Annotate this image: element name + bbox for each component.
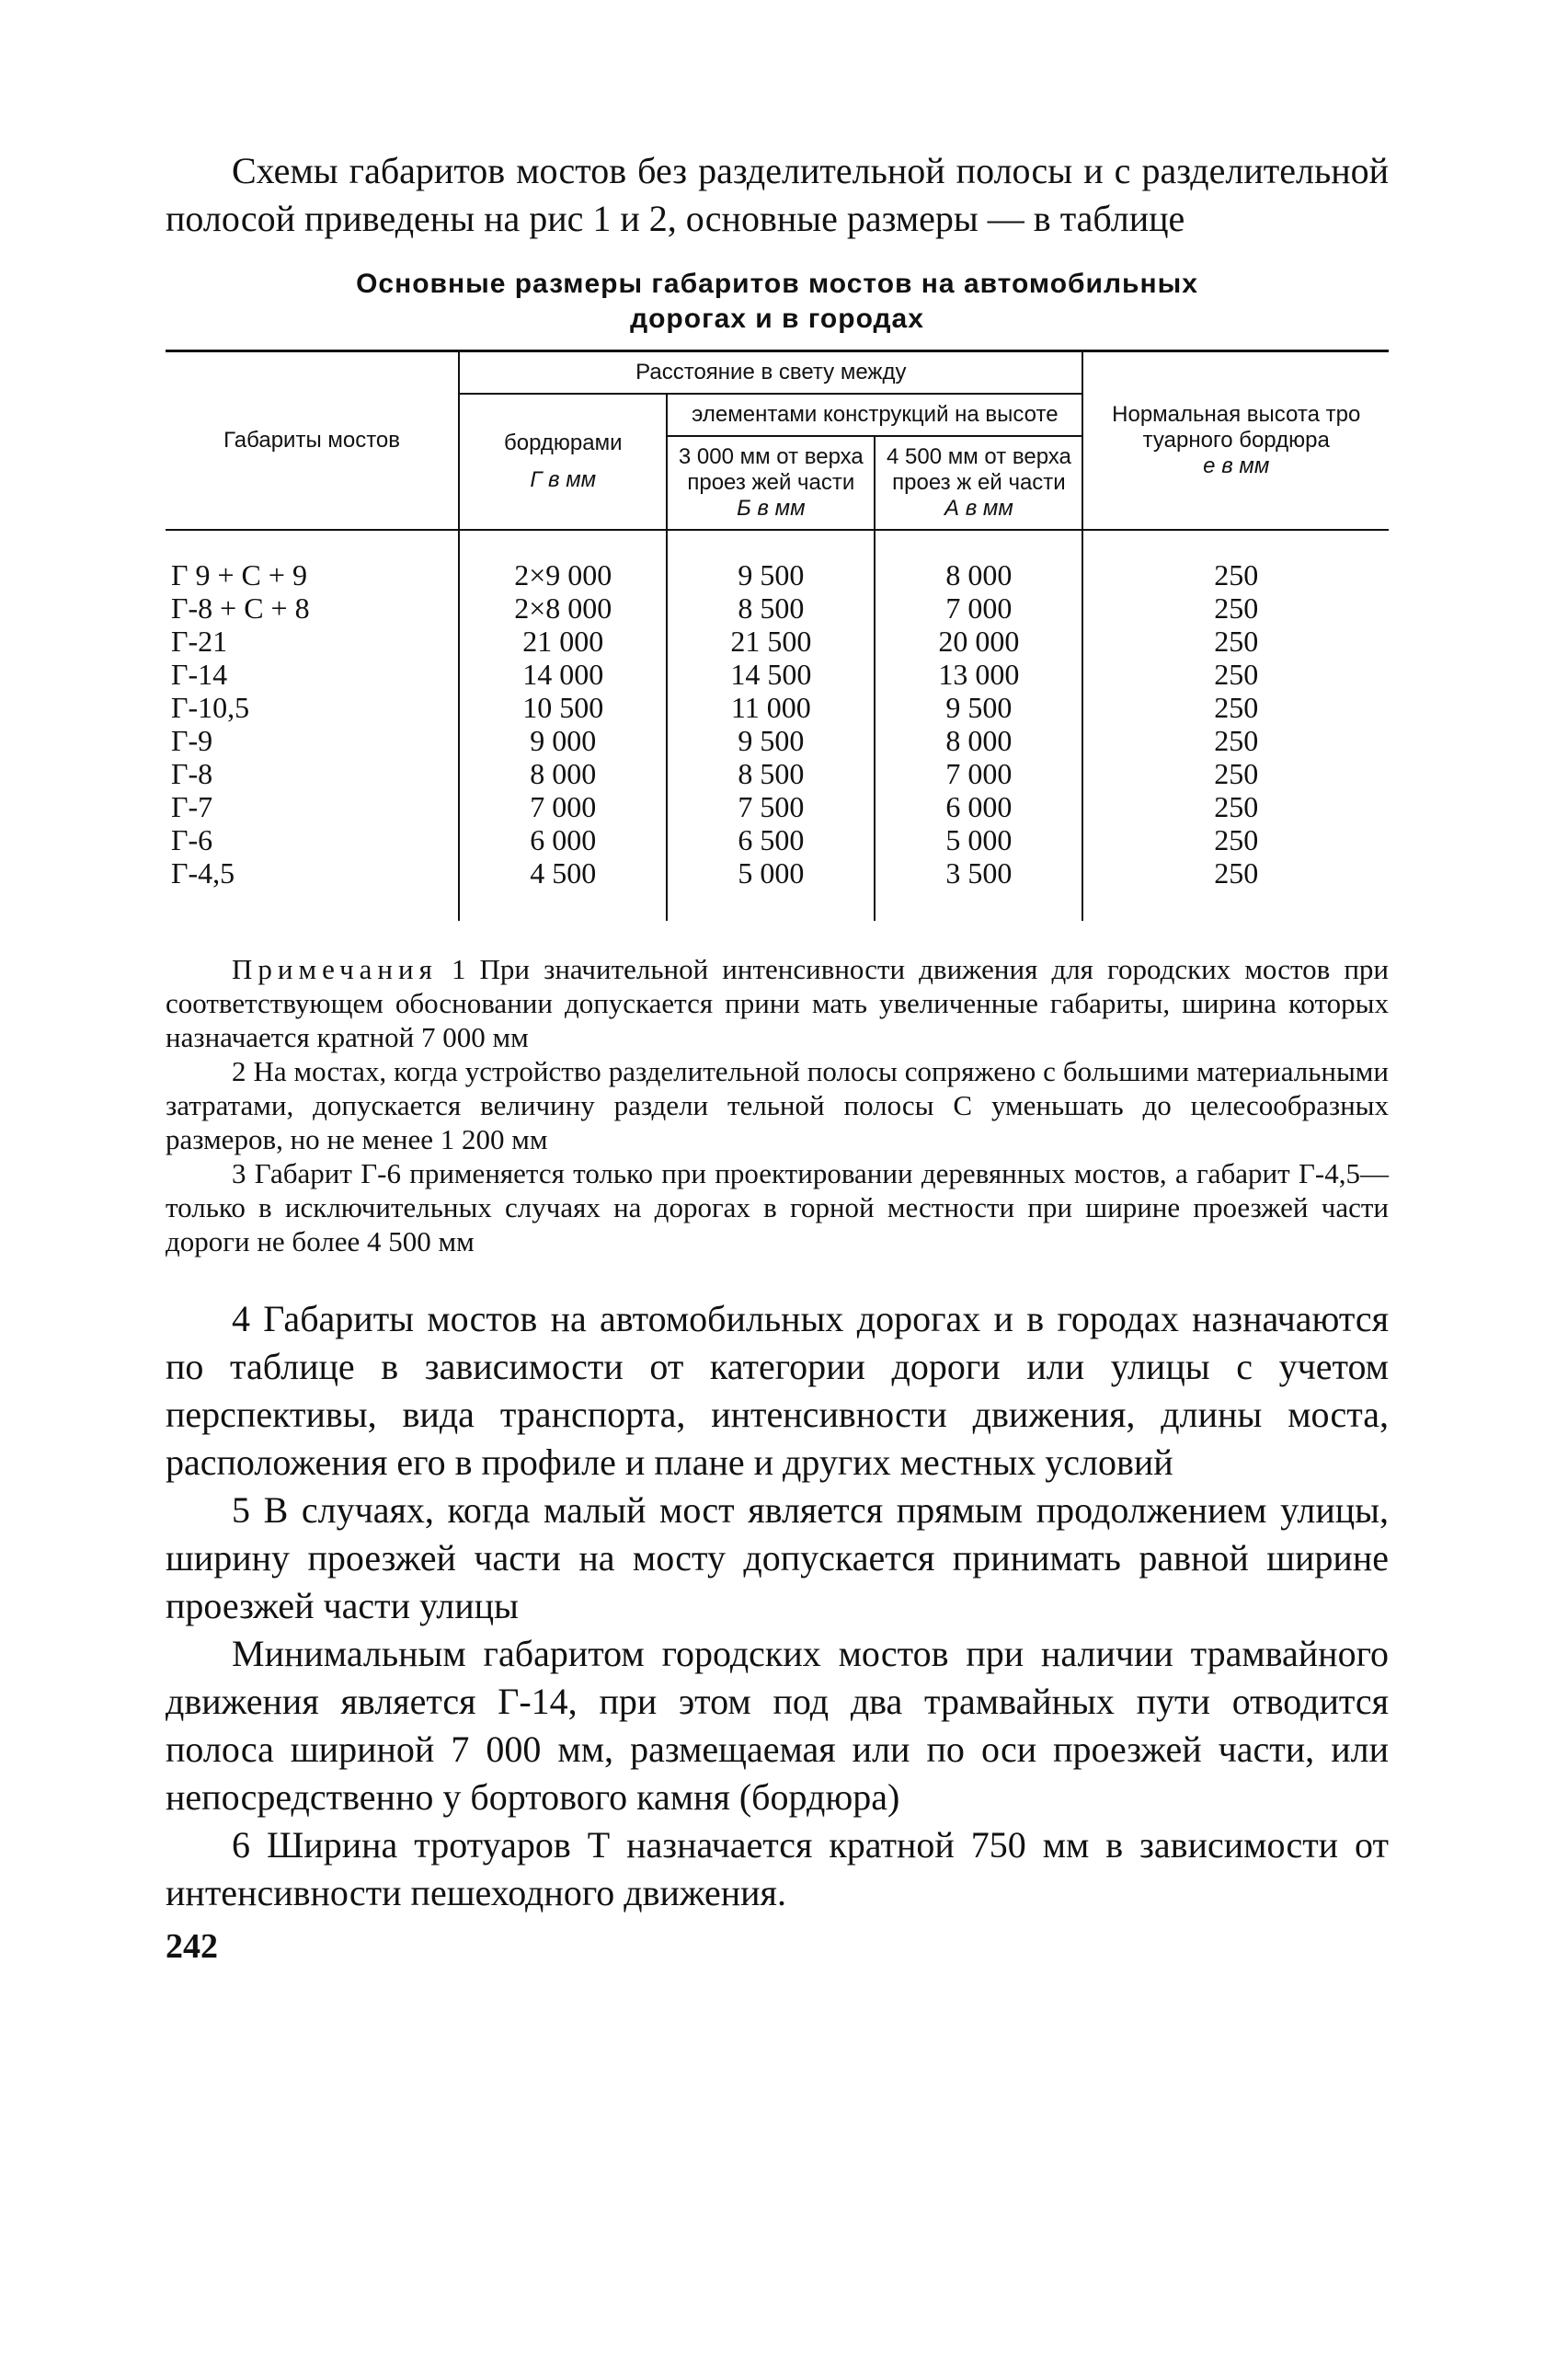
paragraph-6: 6 Ширина тротуаров Т назначается кратной 750 мм в зависимости от интенсивности пешеходного движения. bbox=[166, 1824, 1389, 1913]
table-cell: 21 500 bbox=[667, 625, 875, 658]
header-structure-elements: элементами конструкций на высоте bbox=[667, 394, 1082, 436]
table-cell: 9 500 bbox=[667, 530, 875, 591]
table-cell: 250 bbox=[1082, 530, 1389, 591]
table-cell: Г-21 bbox=[171, 625, 228, 658]
table-cell: 250 bbox=[1082, 724, 1389, 757]
table-cell: 8 000 bbox=[459, 757, 667, 790]
note-1-text: 1 При значительной интенсивности движения для городских мостов при соответствующем обосновании допускается прини мать увеличенные габариты, ширина которых назначается кратной 7 000 мм bbox=[166, 953, 1389, 1053]
table-cell: 21 000 bbox=[459, 625, 667, 658]
table-row bbox=[166, 658, 1389, 691]
table-cell: 250 bbox=[1082, 856, 1389, 921]
paragraph-4: 4 Габариты мостов на автомобильных дорогах и в городах назначаются по таблице в зависимости от категории дороги или улицы с учетом перспективы, вида транспорта, интенсивности движения, длины моста, расположения его в профиле и плане и других местных условий bbox=[166, 1298, 1389, 1483]
table-cell: 250 bbox=[1082, 823, 1389, 856]
table-cell: Г-8 bbox=[171, 757, 213, 790]
header-col-b-text: 3 000 мм от верха проез жей части bbox=[678, 444, 864, 495]
table-cell: 9 500 bbox=[875, 691, 1082, 724]
header-col-a-text: 4 500 мм от верха проез ж ей части bbox=[886, 444, 1071, 495]
header-col-b bbox=[667, 436, 875, 529]
table-row bbox=[166, 856, 1389, 921]
table-title-line-2: дорогах и в городах bbox=[630, 304, 924, 334]
table-cell: 250 bbox=[1082, 691, 1389, 724]
table-cell: Г 9 + С + 9 bbox=[171, 558, 307, 591]
table-cell: 250 bbox=[1082, 757, 1389, 790]
header-curb-height bbox=[1082, 351, 1389, 530]
table-cell: 6 500 bbox=[667, 823, 875, 856]
table-cell: 3 500 bbox=[875, 856, 1082, 921]
header-col-b-unit: Б в мм bbox=[737, 496, 806, 521]
table-cell: 250 bbox=[1082, 658, 1389, 691]
table-cell: 8 000 bbox=[875, 724, 1082, 757]
table-cell: Г-6 bbox=[171, 823, 213, 856]
table-cell: 2×8 000 bbox=[459, 591, 667, 625]
table-cell: 250 bbox=[1082, 790, 1389, 823]
intro-paragraph: Схемы габаритов мостов без разделительной полосы и с разделительной полосой приведены на рис 1 и 2, основные размеры — в таблице bbox=[166, 150, 1389, 239]
table-notes bbox=[166, 952, 1389, 1258]
document-page bbox=[166, 147, 1389, 1967]
table-title bbox=[166, 267, 1389, 337]
paragraph-5: 5 В случаях, когда малый мост является прямым продолжением улицы, ширину проезжей части на мосту допускается принимать равной ширине проезжей части улицы bbox=[166, 1489, 1389, 1626]
table-cell: 20 000 bbox=[875, 625, 1082, 658]
note-1 bbox=[166, 952, 1389, 1054]
table-cell: Г-4,5 bbox=[171, 856, 235, 890]
table-cell: Г-7 bbox=[171, 790, 213, 823]
paragraph-5-continued: Минимальным габаритом городских мостов при наличии трамвайного движения является Г-14, при этом под два трамвайных пути отводится полоса шириной 7 000 мм, размещаемая или по оси проезжей части, или непосредственно у бортового камня (бордюра) bbox=[166, 1633, 1389, 1818]
table-cell: 8 000 bbox=[875, 530, 1082, 591]
table-cell: 7 000 bbox=[459, 790, 667, 823]
header-col-a-unit: А в мм bbox=[944, 496, 1013, 521]
header-curbs-label: бордюрами bbox=[503, 431, 623, 455]
page-number: 242 bbox=[166, 1927, 218, 1966]
table-cell: 10 500 bbox=[459, 691, 667, 724]
table-cell: 5 000 bbox=[667, 856, 875, 921]
notes-label: Примечания bbox=[232, 953, 438, 985]
note-2: 2 На мостах, когда устройство разделительной полосы сопряжено с большими материальными затратами, допускается величину раздели тельной полосы С уменьшать до целесообразных размеров, но не менее 1 200 мм bbox=[166, 1055, 1389, 1155]
header-bridge-gauges: Габариты мостов bbox=[223, 428, 401, 453]
table-cell: Г-9 bbox=[171, 724, 213, 757]
header-col-a bbox=[875, 436, 1082, 529]
bridge-dimensions-table bbox=[166, 350, 1389, 921]
table-row bbox=[166, 691, 1389, 724]
table-cell: Г-14 bbox=[171, 658, 228, 691]
table-cell: 7 000 bbox=[875, 591, 1082, 625]
table-cell: 7 000 bbox=[875, 757, 1082, 790]
table-cell: 250 bbox=[1082, 591, 1389, 625]
table-cell: Г-10,5 bbox=[171, 691, 250, 724]
table-cell: 2×9 000 bbox=[459, 530, 667, 591]
table-cell: 9 500 bbox=[667, 724, 875, 757]
table-row bbox=[166, 530, 1389, 591]
table-cell: 14 000 bbox=[459, 658, 667, 691]
table-cell: 14 500 bbox=[667, 658, 875, 691]
table-cell: 8 500 bbox=[667, 757, 875, 790]
header-curb-height-unit: е в мм bbox=[1203, 454, 1270, 478]
table-cell: 5 000 bbox=[875, 823, 1082, 856]
table-row bbox=[166, 790, 1389, 823]
table-cell: 13 000 bbox=[875, 658, 1082, 691]
table-row bbox=[166, 757, 1389, 790]
table-row bbox=[166, 591, 1389, 625]
header-curbs-unit: Г в мм bbox=[530, 467, 597, 492]
table-cell: 6 000 bbox=[459, 823, 667, 856]
note-3: 3 Габарит Г-6 применяется только при проектировании деревянных мостов, а габарит Г-4,5—только в исключительных случаях на дорогах в горной местности при ширине проезжей части дороги не более 4 500 мм bbox=[166, 1157, 1389, 1257]
table-cell: 4 500 bbox=[459, 856, 667, 921]
header-curb-height-text: Нормальная высота тро туарного бордюра bbox=[1112, 402, 1361, 453]
table-cell: 8 500 bbox=[667, 591, 875, 625]
table-cell: 250 bbox=[1082, 625, 1389, 658]
table-cell: 11 000 bbox=[667, 691, 875, 724]
table-cell: Г-8 + С + 8 bbox=[171, 591, 310, 625]
header-curbs bbox=[459, 394, 667, 529]
table-cell: 6 000 bbox=[875, 790, 1082, 823]
table-cell: 7 500 bbox=[667, 790, 875, 823]
table-row bbox=[166, 724, 1389, 757]
table-title-line-1: Основные размеры габаритов мостов на автомобильных bbox=[356, 269, 1198, 299]
header-clear-distance: Расстояние в свету между bbox=[459, 351, 1082, 395]
table-cell: 9 000 bbox=[459, 724, 667, 757]
table-row bbox=[166, 823, 1389, 856]
table-row bbox=[166, 625, 1389, 658]
